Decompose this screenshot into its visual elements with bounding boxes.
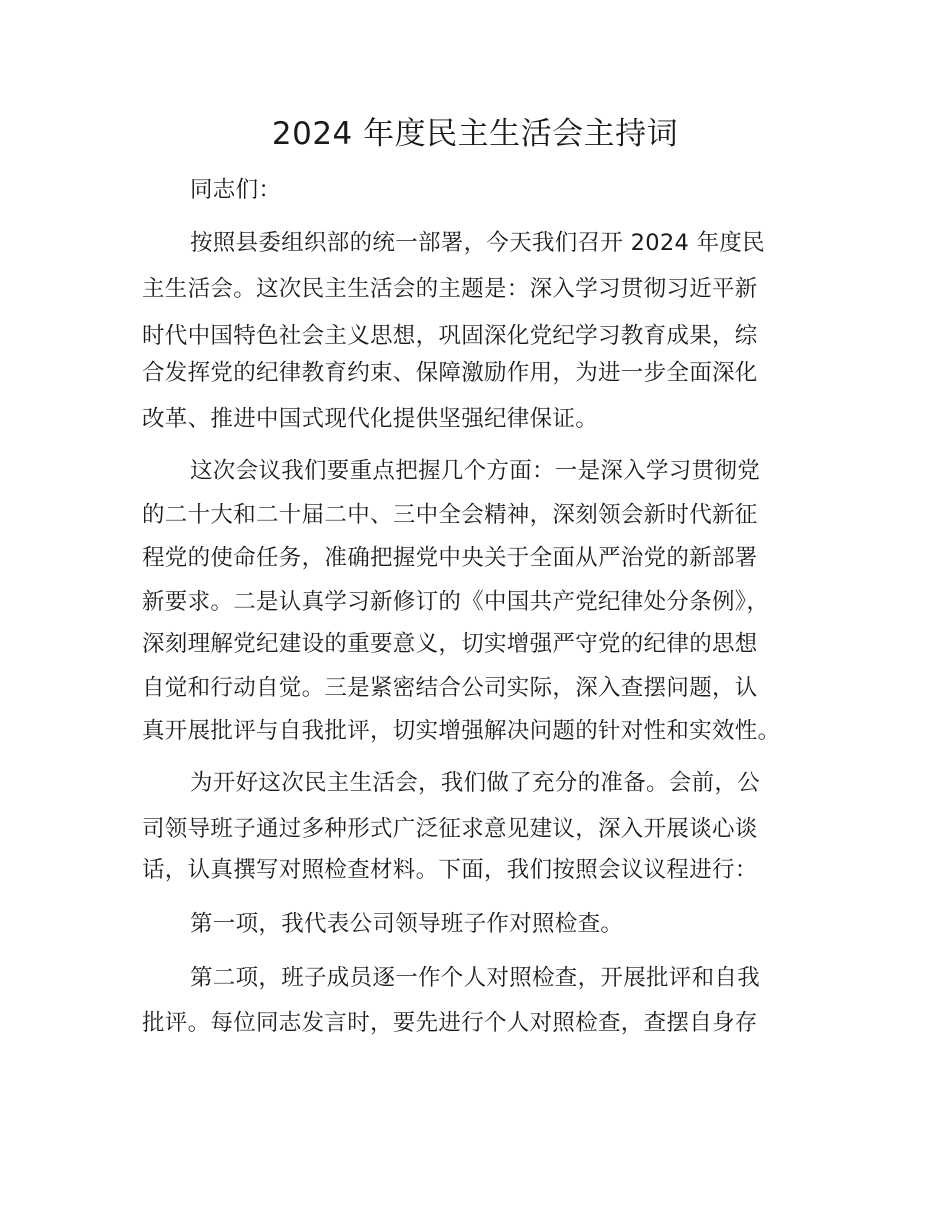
paragraph-line: 按照县委组织部的统一部署，今天我们召开 2024 年度民	[190, 230, 765, 256]
paragraph-line: 自觉和行动自觉。三是紧密结合公司实际，深入查摆问题，认	[142, 675, 758, 701]
paragraph-line: 合发挥党的纪律教育约束、保障激励作用，为进一步全面深化	[142, 360, 758, 386]
paragraph-line: 批评。每位同志发言时，要先进行个人对照检查，查摆自身存	[142, 1010, 758, 1036]
paragraph-line: 为开好这次民主生活会，我们做了充分的准备。会前，公	[190, 770, 761, 796]
document-title: 2024 年度民主生活会主持词	[271, 116, 679, 152]
paragraph-line: 时代中国特色社会主义思想，巩固深化党纪学习教育成果，综	[142, 323, 758, 349]
paragraph-line: 第一项，我代表公司领导班子作对照检查。	[190, 911, 624, 937]
paragraph-line: 第二项，班子成员逐一作个人对照检查，开展批评和自我	[190, 965, 761, 991]
paragraph-line: 这次会议我们要重点把握几个方面：一是深入学习贯彻党	[190, 458, 761, 484]
paragraph-line: 改革、推进中国式现代化提供坚强纪律保证。	[142, 406, 599, 432]
paragraph-line: 话，认真撰写对照检查材料。下面，我们按照会议议程进行：	[142, 857, 758, 883]
paragraph-line: 深刻理解党纪建设的重要意义，切实增强严守党的纪律的思想	[142, 631, 758, 657]
paragraph-line: 司领导班子通过多种形式广泛征求意见建议，深入开展谈心谈	[142, 816, 758, 842]
paragraph-line: 真开展批评与自我批评，切实增强解决问题的针对性和实效性。	[142, 718, 781, 744]
paragraph-line: 主生活会。这次民主生活会的主题是：深入学习贯彻习近平新	[142, 276, 758, 302]
salutation-line: 同志们：	[190, 177, 282, 203]
paragraph-line: 新要求。二是认真学习新修订的《中国共产党纪律处分条例》，	[142, 589, 770, 615]
paragraph-line: 的二十大和二十届二中、三中全会精神，深刻领会新时代新征	[142, 502, 758, 528]
paragraph-line: 程党的使命任务，准确把握党中央关于全面从严治党的新部署	[142, 545, 758, 571]
